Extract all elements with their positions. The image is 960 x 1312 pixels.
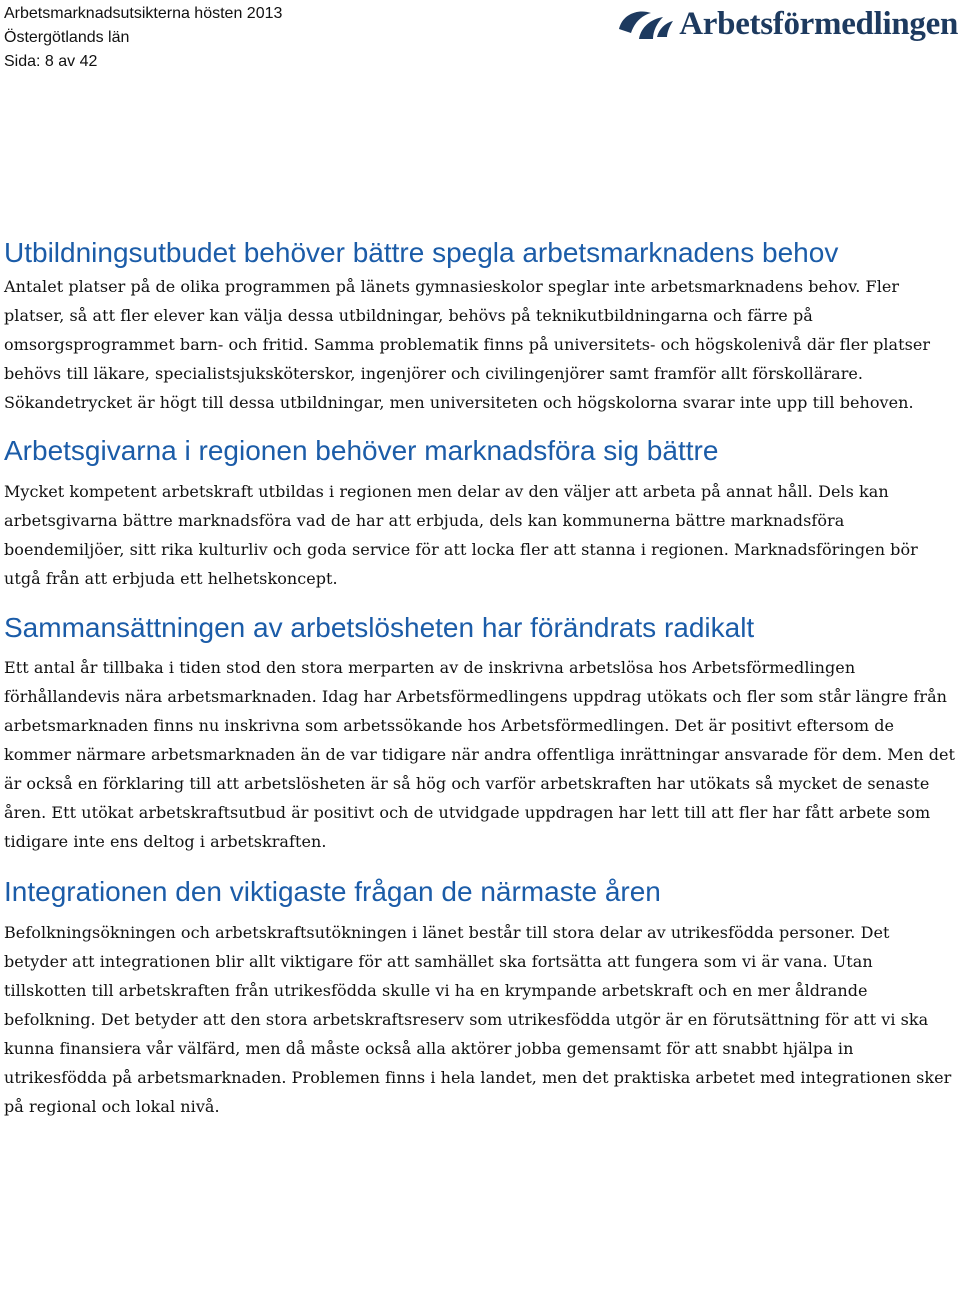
logo-mark-icon <box>617 7 675 41</box>
section-heading: Integrationen den viktigaste frågan de närmaste åren <box>4 876 661 907</box>
logo-text: Arbetsförmedlingen <box>679 5 958 42</box>
section-heading: Sammansättningen av arbetslösheten har förändrats radikalt <box>4 612 755 643</box>
section-education <box>4 236 956 417</box>
report-title: Arbetsmarknadsutsikterna hösten 2013 <box>4 5 283 22</box>
section-heading: Arbetsgivarna i regionen behöver marknadsföra sig bättre <box>4 435 719 466</box>
section-employers <box>4 434 956 593</box>
section-paragraph: Mycket kompetent arbetskraft utbildas i regionen men delar av den väljer att arbeta på annat håll. Dels kan arbetsgivarna bättre marknadsföra vad de har att erbjuda, dels kan kommunerna bättre marknadsföra boendemiljöer, sitt rika kulturliv och goda service för att locka fler att stanna i regionen. Marknadsföringen bör utgå från att erbjuda ett helhetskoncept. <box>4 482 918 588</box>
region-name: Östergötlands län <box>4 29 130 46</box>
section-unemployment <box>4 611 956 856</box>
arbetsformedlingen-logo <box>617 4 958 44</box>
page-number: Sida: 8 av 42 <box>4 53 98 70</box>
document-body <box>4 236 956 1121</box>
section-paragraph: Antalet platser på de olika programmen på länets gymnasieskolor speglar inte arbetsmarknadens behov. Fler platser, så att fler elever kan välja dessa utbildningar, behövs på teknikutbildningarna och färre på omsorgsprogrammet barn- och fritid. Samma problematik finns på universitets- och högskolenivå där fler platser behövs till läkare, specialistsjuksköterskor, ingenjörer och civilingenjörer samt framför allt förskollärare. Sökandetrycket är högt till dessa utbildningar, men universiteten och högskolorna svarar inte upp till behoven. <box>4 277 931 412</box>
section-paragraph: Befolkningsökningen och arbetskraftsutökningen i länet består till stora delar av utrikesfödda personer. Det betyder att integrationen blir allt viktigare för att samhället ska fortsätta att fungera som vi är vana. Utan tillskotten till arbetskraften från utrikesfödda skulle vi ha en krympande arbetskraft och en mer åldrande befolkning. Det betyder att den stora arbetskraftsreserv som utrikesfödda utgör är en förutsättning för att vi ska kunna finansiera vår välfärd, men då måste också alla aktörer jobba gemensamt för att snabbt hjälpa in utrikesfödda på arbetsmarknaden. Problemen finns i hela landet, men det praktiska arbetet med integrationen sker på regional och lokal nivå. <box>4 923 952 1116</box>
page-header <box>4 2 282 74</box>
section-integration <box>4 875 956 1121</box>
section-paragraph: Ett antal år tillbaka i tiden stod den stora merparten av de inskrivna arbetslösa hos Arbetsförmedlingen förhållandevis nära arbetsmarknaden. Idag har Arbetsförmedlingens uppdrag utökats och fler som står längre från arbetsmarknaden finns nu inskrivna som arbetssökande hos Arbetsförmedlingen. Det är positivt eftersom de kommer närmare arbetsmarknaden än de var tidigare när andra offentliga inrättningar ansvarade för dem. Men det är också en förklaring till att arbetslösheten är så hög och varför arbetskraften har utökats så mycket de senaste åren. Ett utökat arbetskraftsutbud är positivt och de utvidgade uppdragen har lett till att fler har fått arbete som tidigare inte ens deltog i arbetskraften. <box>4 658 956 851</box>
section-heading: Utbildningsutbudet behöver bättre spegla arbetsmarknadens behov <box>4 237 839 268</box>
